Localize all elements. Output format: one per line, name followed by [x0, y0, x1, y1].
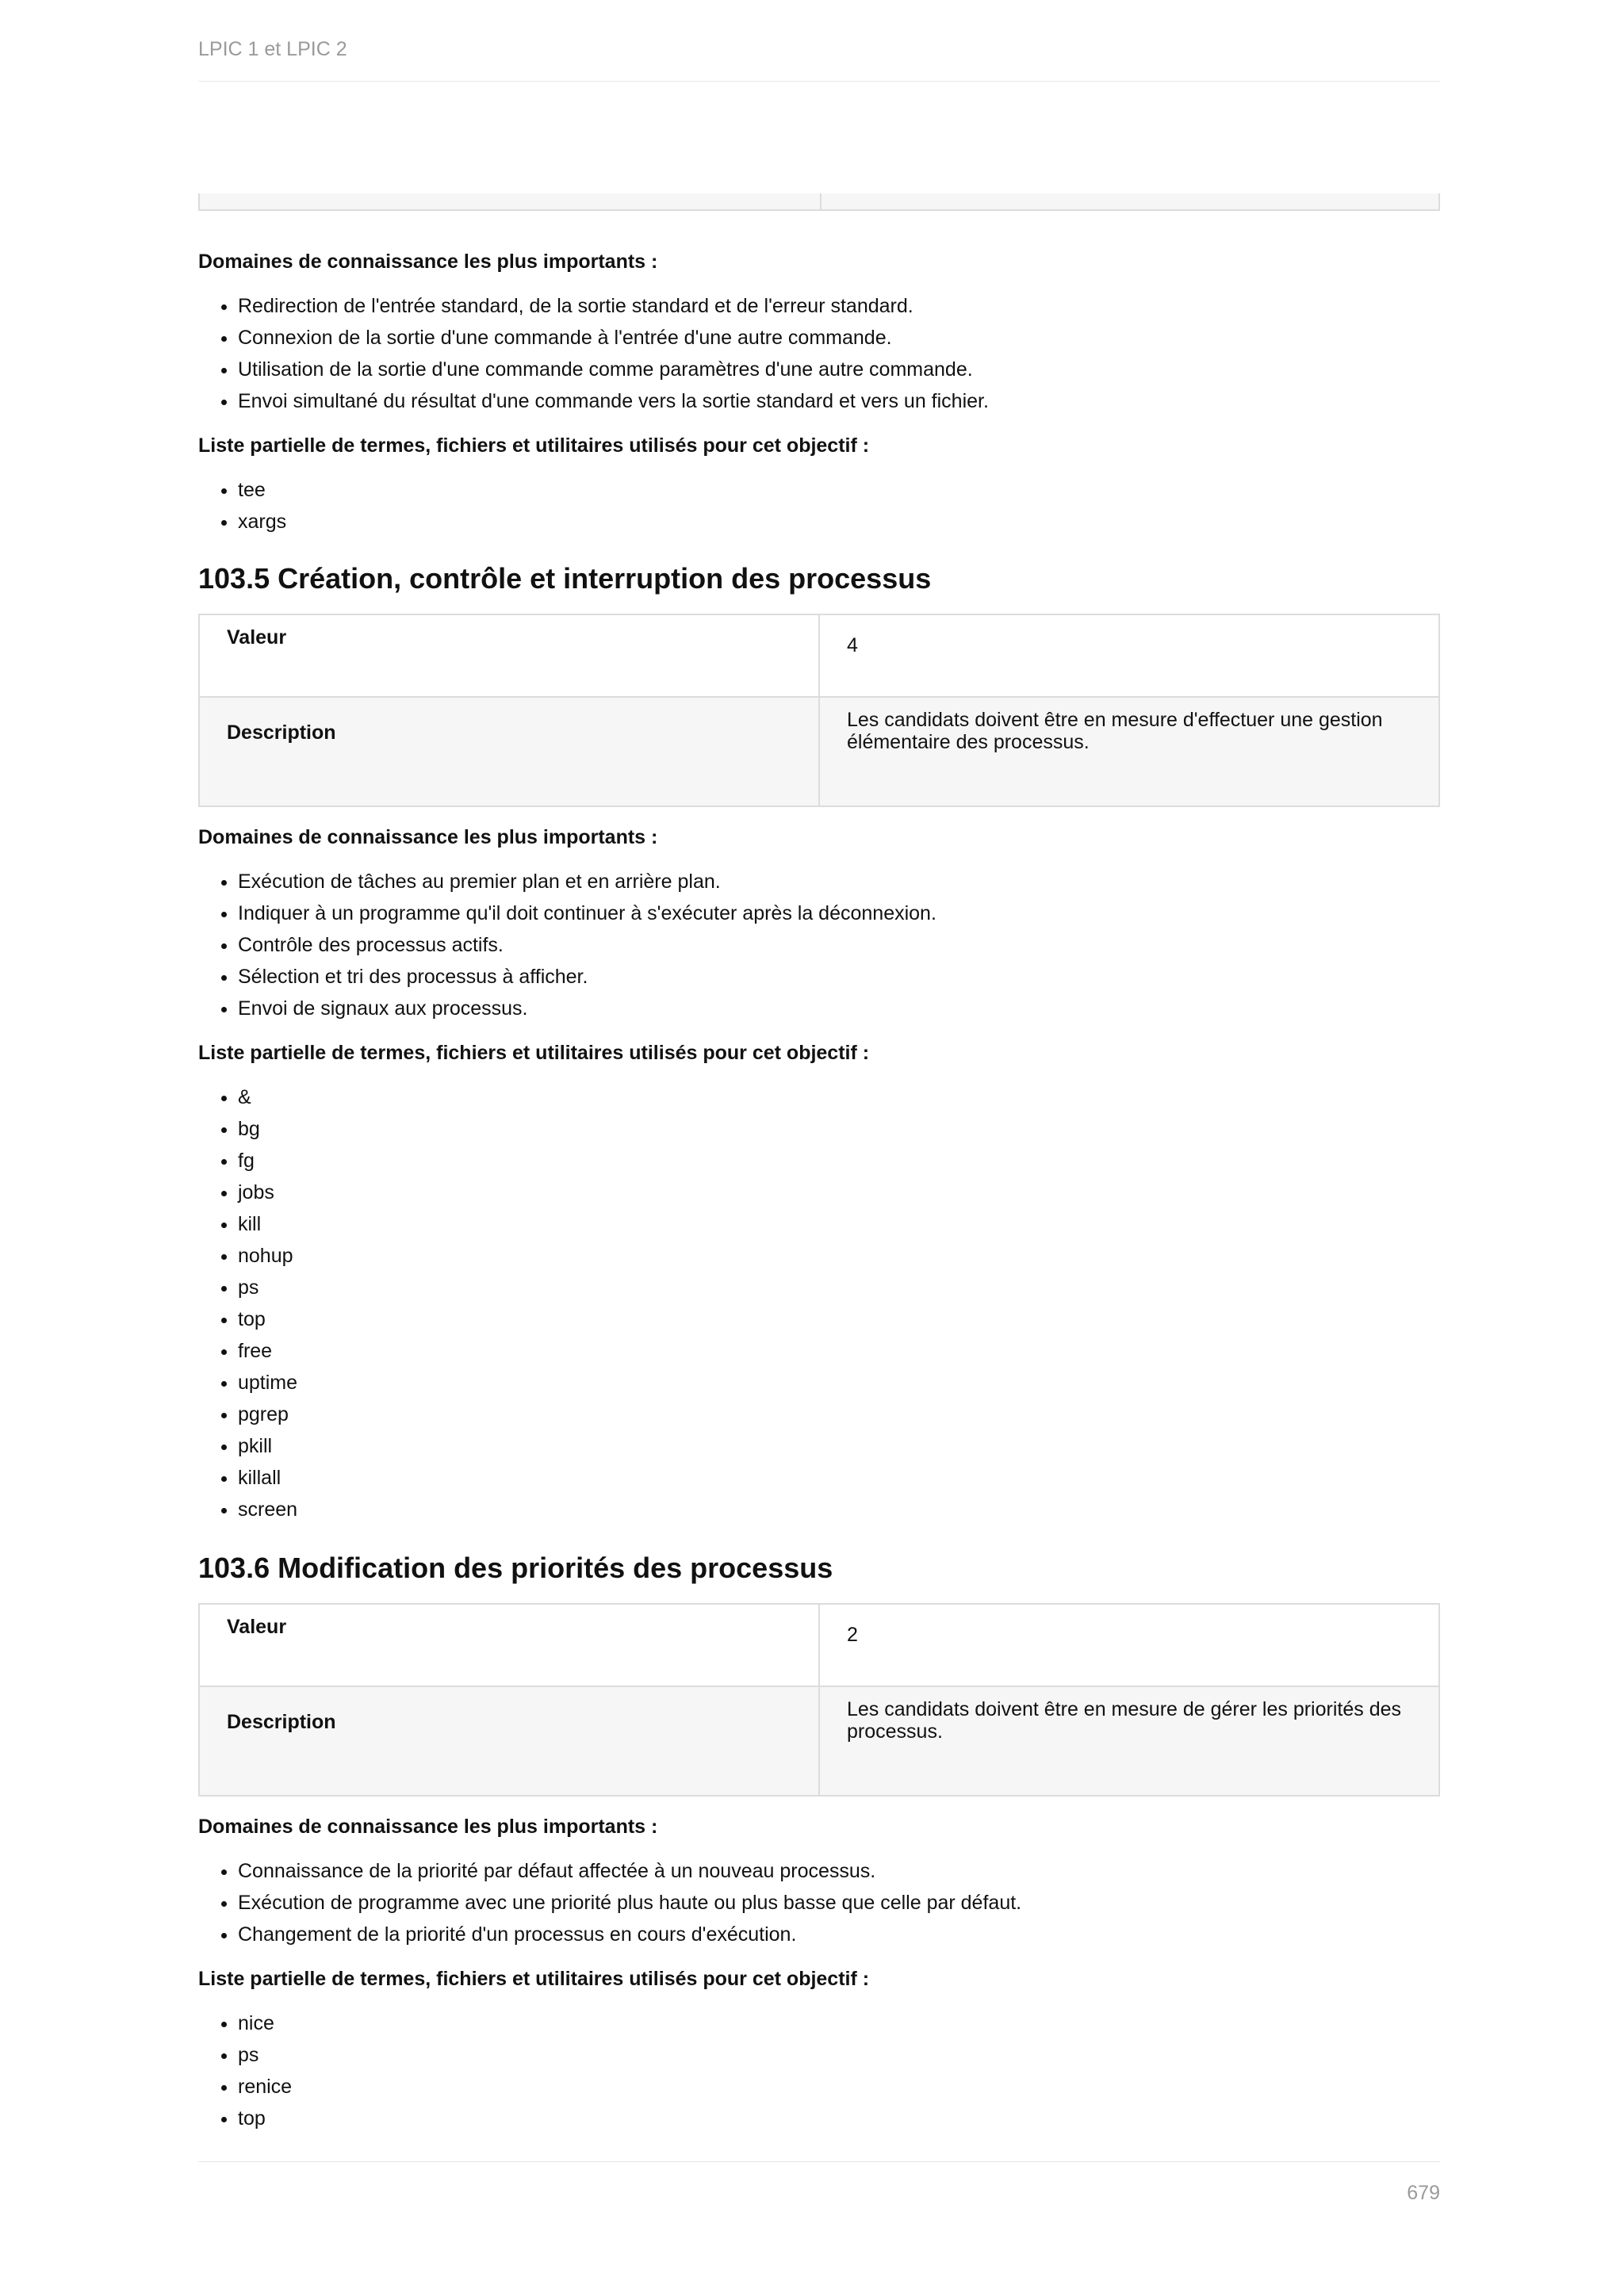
- list-item: • Connexion de la sortie d'une commande à l'entrée d'une autre commande.: [238, 322, 1440, 354]
- list-item: • Redirection de l'entrée standard, de la sortie standard et de l'erreur standard.: [238, 290, 1440, 322]
- valeur-label: Valeur: [199, 1604, 819, 1686]
- domains-list: [198, 866, 1440, 1024]
- list-item: • killall: [238, 1462, 1440, 1494]
- list-item: • jobs: [238, 1177, 1440, 1208]
- table-row: [199, 614, 1439, 697]
- list-item: • top: [238, 2103, 1440, 2134]
- table-row: [199, 1604, 1439, 1686]
- list-item: • Exécution de tâches au premier plan et en arrière plan.: [238, 866, 1440, 897]
- list-item: • pkill: [238, 1430, 1440, 1462]
- previous-table-fragment: [198, 193, 1440, 211]
- domains-list: [198, 290, 1440, 417]
- list-item: • Sélection et tri des processus à afficher.: [238, 961, 1440, 993]
- objective-table: [198, 614, 1440, 807]
- list-item: • renice: [238, 2071, 1440, 2103]
- description-value: Les candidats doivent être en mesure d'effectuer une gestion élémentaire des processus.: [819, 697, 1439, 806]
- list-item: • Exécution de programme avec une priorité plus haute ou plus basse que celle par défaut.: [238, 1887, 1440, 1919]
- domains-list: [198, 1855, 1440, 1950]
- page-number: 679: [1407, 2182, 1440, 2204]
- valeur-label: Valeur: [199, 614, 819, 697]
- list-item: • &: [238, 1081, 1440, 1113]
- terms-list: [198, 474, 1440, 538]
- list-item: • kill: [238, 1208, 1440, 1240]
- list-item: • fg: [238, 1145, 1440, 1177]
- header-divider: [198, 81, 1440, 82]
- list-item: • free: [238, 1335, 1440, 1367]
- footer-divider: [198, 2161, 1440, 2162]
- list-item: • Connaissance de la priorité par défaut affectée à un nouveau processus.: [238, 1855, 1440, 1887]
- table-fragment-cell: [200, 193, 822, 209]
- list-item: • top: [238, 1303, 1440, 1335]
- terms-list: [198, 2007, 1440, 2134]
- terms-heading: Liste partielle de termes, fichiers et utilitaires utilisés pour cet objectif :: [198, 434, 870, 457]
- table-row: [199, 697, 1439, 806]
- objective-table: [198, 1603, 1440, 1797]
- terms-heading: Liste partielle de termes, fichiers et utilitaires utilisés pour cet objectif :: [198, 1968, 870, 1990]
- terms-heading: Liste partielle de termes, fichiers et utilitaires utilisés pour cet objectif :: [198, 1042, 870, 1064]
- list-item: • bg: [238, 1113, 1440, 1145]
- domains-heading: Domaines de connaissance les plus importants :: [198, 251, 658, 273]
- list-item: • Envoi simultané du résultat d'une commande vers la sortie standard et vers un fichier.: [238, 385, 1440, 417]
- terms-list: [198, 1081, 1440, 1525]
- list-item: • tee: [238, 474, 1440, 506]
- list-item: • xargs: [238, 506, 1440, 538]
- list-item: • screen: [238, 1494, 1440, 1525]
- list-item: • ps: [238, 2039, 1440, 2071]
- list-item: • nice: [238, 2007, 1440, 2039]
- section-title: 103.5 Création, contrôle et interruption des processus: [198, 562, 932, 595]
- list-item: • Envoi de signaux aux processus.: [238, 993, 1440, 1024]
- valeur-value: 2: [819, 1604, 1439, 1686]
- valeur-value: 4: [819, 614, 1439, 697]
- list-item: • pgrep: [238, 1399, 1440, 1430]
- domains-heading: Domaines de connaissance les plus importants :: [198, 826, 658, 848]
- list-item: • Utilisation de la sortie d'une commande comme paramètres d'une autre commande.: [238, 354, 1440, 385]
- table-row: [199, 1686, 1439, 1796]
- list-item: • Contrôle des processus actifs.: [238, 929, 1440, 961]
- page-content: [198, 193, 1440, 2134]
- description-label: Description: [199, 1686, 819, 1796]
- domains-heading: Domaines de connaissance les plus importants :: [198, 1816, 658, 1838]
- list-item: • uptime: [238, 1367, 1440, 1399]
- list-item: • nohup: [238, 1240, 1440, 1272]
- list-item: • ps: [238, 1272, 1440, 1303]
- description-value: Les candidats doivent être en mesure de gérer les priorités des processus.: [819, 1686, 1439, 1796]
- list-item: • Changement de la priorité d'un processus en cours d'exécution.: [238, 1919, 1440, 1950]
- section-title: 103.6 Modification des priorités des processus: [198, 1552, 833, 1584]
- list-item: • Indiquer à un programme qu'il doit continuer à s'exécuter après la déconnexion.: [238, 897, 1440, 929]
- running-header: LPIC 1 et LPIC 2: [198, 38, 347, 60]
- description-label: Description: [199, 697, 819, 806]
